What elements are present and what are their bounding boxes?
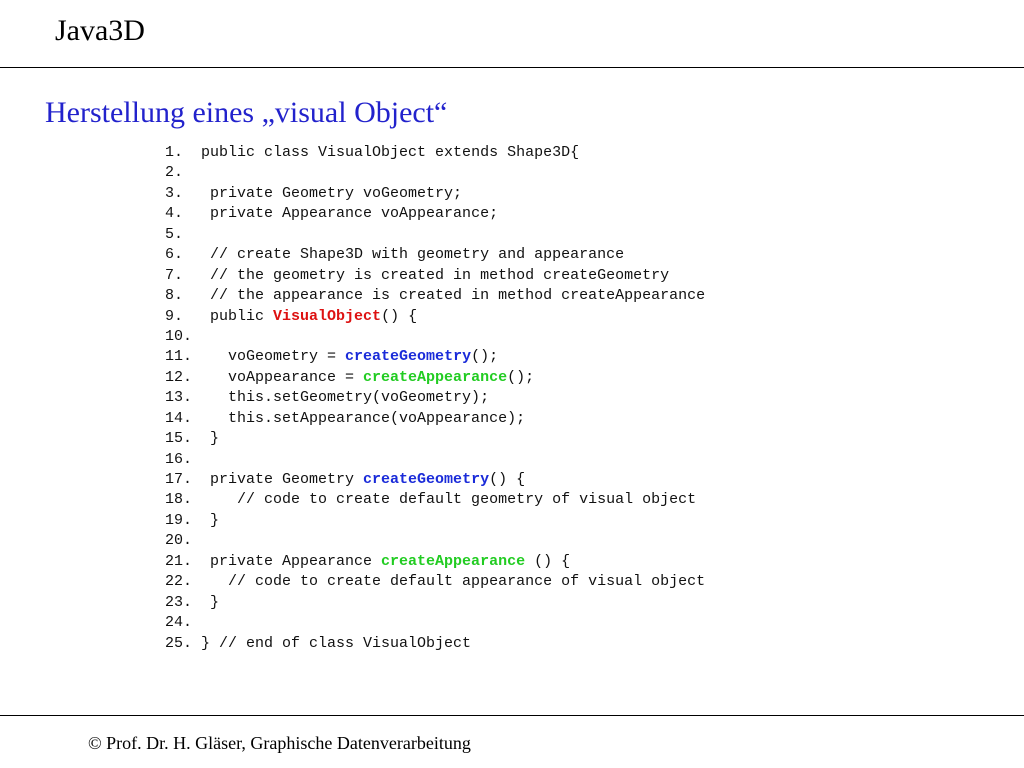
line-number: 11. bbox=[165, 348, 193, 366]
line-number: 12. bbox=[165, 368, 193, 386]
line-number: 24. bbox=[165, 614, 193, 632]
code-text: // the appearance is created in method createAppearance bbox=[183, 287, 706, 305]
code-line bbox=[165, 429, 705, 449]
code-text: () { bbox=[525, 552, 571, 570]
code-line bbox=[165, 307, 705, 327]
code-text: } // end of class VisualObject bbox=[192, 634, 472, 652]
line-number: 8. bbox=[165, 287, 184, 305]
line-number: 18. bbox=[165, 491, 193, 509]
code-text: voAppearance = bbox=[192, 368, 364, 386]
header-title: Java3D bbox=[55, 14, 145, 47]
line-number: 7. bbox=[165, 266, 184, 284]
code-line bbox=[165, 490, 705, 510]
code-line bbox=[165, 552, 705, 572]
code-line bbox=[165, 368, 705, 388]
line-number: 23. bbox=[165, 593, 193, 611]
line-number: 10. bbox=[165, 327, 193, 345]
line-number: 5. bbox=[165, 225, 184, 243]
code-line bbox=[165, 286, 705, 306]
line-number: 20. bbox=[165, 532, 193, 550]
code-text: () { bbox=[381, 307, 418, 325]
code-text: private Geometry bbox=[192, 471, 364, 488]
code-text: (); bbox=[507, 368, 535, 386]
code-line bbox=[165, 634, 705, 654]
code-text: // the geometry is created in method createGeometry bbox=[183, 266, 670, 284]
code-line bbox=[165, 531, 705, 551]
code-highlight: createGeometry bbox=[363, 471, 490, 488]
line-number: 2. bbox=[165, 164, 184, 182]
code-line bbox=[165, 163, 705, 183]
code-line bbox=[165, 347, 705, 367]
line-number: 21. bbox=[165, 552, 193, 570]
line-number: 16. bbox=[165, 450, 193, 468]
code-text: public class VisualObject extends Shape3D{ bbox=[183, 144, 580, 161]
line-number: 14. bbox=[165, 409, 193, 427]
code-line bbox=[165, 388, 705, 408]
code-text: this.setAppearance(voAppearance); bbox=[192, 409, 526, 427]
code-text: this.setGeometry(voGeometry); bbox=[192, 389, 490, 407]
code-text: (); bbox=[471, 348, 499, 366]
line-number: 25. bbox=[165, 634, 193, 652]
code-line bbox=[165, 204, 705, 224]
code-line bbox=[165, 184, 705, 204]
line-number: 9. bbox=[165, 307, 184, 325]
code-highlight: createAppearance bbox=[363, 368, 508, 386]
code-line bbox=[165, 470, 705, 490]
code-line bbox=[165, 245, 705, 265]
line-number: 6. bbox=[165, 246, 184, 264]
line-number: 22. bbox=[165, 573, 193, 591]
code-text: private Geometry voGeometry; bbox=[183, 184, 463, 202]
code-text: private Appearance voAppearance; bbox=[183, 205, 499, 223]
line-number: 13. bbox=[165, 389, 193, 407]
code-line bbox=[165, 409, 705, 429]
line-number: 4. bbox=[165, 205, 184, 223]
code-text: // code to create default geometry of visual object bbox=[192, 491, 697, 509]
code-line bbox=[165, 450, 705, 470]
line-number: 3. bbox=[165, 184, 184, 202]
slide-title: Herstellung eines „visual Object“ bbox=[45, 96, 448, 129]
code-highlight: VisualObject bbox=[273, 307, 382, 325]
footer-copyright: © Prof. Dr. H. Gläser, Graphische Datenverarbeitung bbox=[88, 733, 471, 753]
line-number: 1. bbox=[165, 144, 184, 161]
code-highlight: createAppearance bbox=[381, 552, 526, 570]
code-line bbox=[165, 327, 705, 347]
code-text: } bbox=[192, 511, 220, 529]
line-number: 15. bbox=[165, 430, 193, 448]
code-text: voGeometry = bbox=[192, 348, 346, 366]
line-number: 17. bbox=[165, 471, 193, 488]
code-line bbox=[165, 143, 705, 163]
code-line bbox=[165, 593, 705, 613]
footer-divider bbox=[0, 715, 1024, 716]
code-text: public bbox=[183, 307, 274, 325]
code-text: } bbox=[192, 430, 220, 448]
code-line bbox=[165, 266, 705, 286]
code-text: // create Shape3D with geometry and appearance bbox=[183, 246, 625, 264]
code-line bbox=[165, 511, 705, 531]
code-text: // code to create default appearance of visual object bbox=[192, 573, 706, 591]
code-line bbox=[165, 613, 705, 633]
code-text: } bbox=[192, 593, 220, 611]
code-text: private Appearance bbox=[192, 552, 382, 570]
code-line bbox=[165, 225, 705, 245]
line-number: 19. bbox=[165, 511, 193, 529]
code-line bbox=[165, 572, 705, 592]
code-listing bbox=[165, 143, 705, 654]
header-divider bbox=[0, 67, 1024, 68]
code-text: () { bbox=[489, 471, 526, 488]
code-highlight: createGeometry bbox=[345, 348, 472, 366]
